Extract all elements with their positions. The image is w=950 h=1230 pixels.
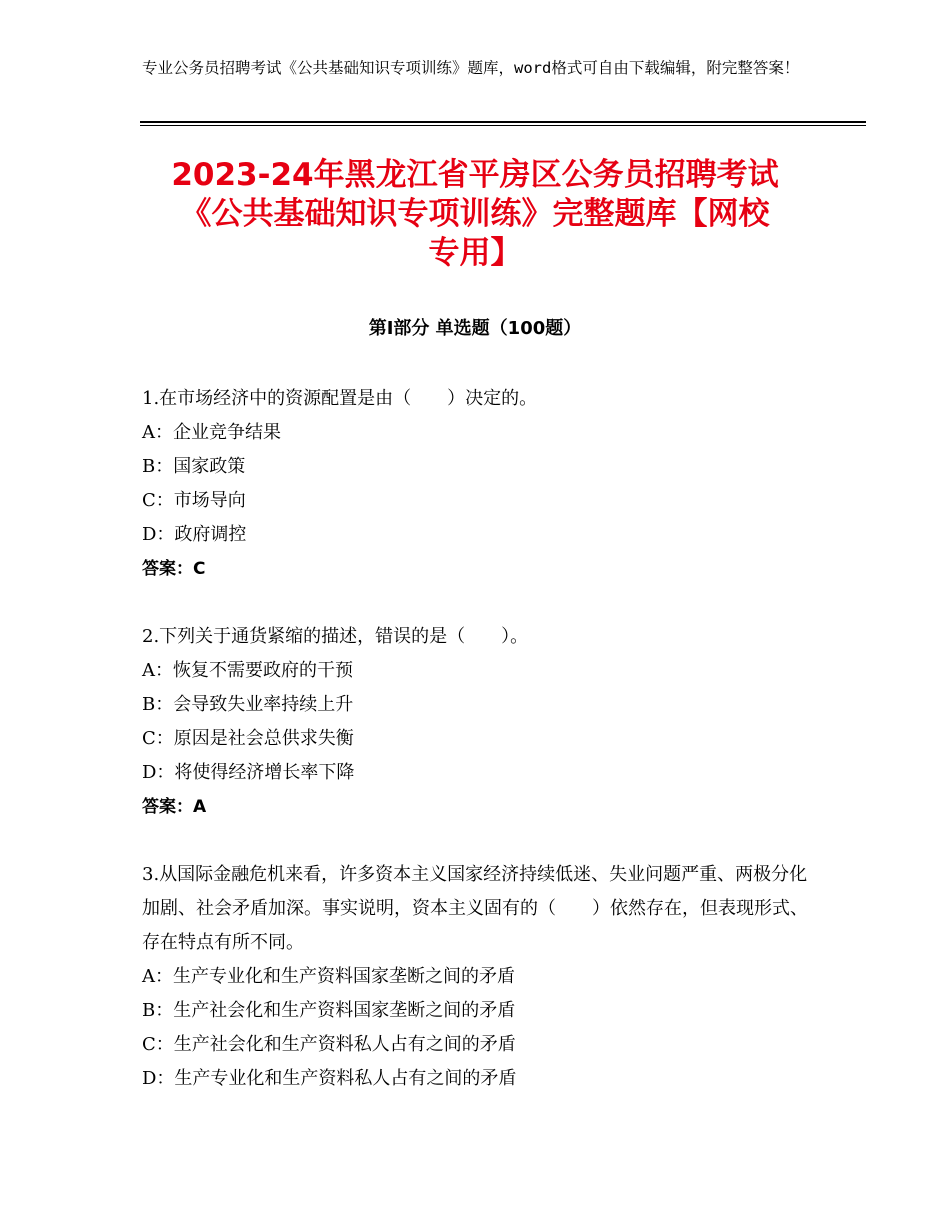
question-3 — [142, 858, 812, 1096]
question-2 — [142, 620, 812, 824]
option-a: A：企业竞争结果 — [142, 422, 281, 443]
option-c: C：原因是社会总供求失衡 — [142, 728, 354, 749]
question-stem: 2.下列关于通货紧缩的描述，错误的是（ ）。 — [142, 626, 529, 647]
option-b: B：会导致失业率持续上升 — [142, 694, 354, 715]
answer: 答案：A — [142, 797, 207, 817]
option-a: A：恢复不需要政府的干预 — [142, 660, 353, 681]
option-d: D：生产专业化和生产资料私人占有之间的矛盾 — [142, 1068, 517, 1089]
option-b: B：生产社会化和生产资料国家垄断之间的矛盾 — [142, 1000, 516, 1021]
header-rule-thick — [140, 121, 866, 123]
answer: 答案：C — [142, 559, 206, 579]
header-note: 专业公务员招聘考试《公共基础知识专项训练》题库，word格式可自由下载编辑，附完整答案！ — [142, 59, 800, 77]
option-c: C：市场导向 — [142, 490, 246, 511]
title-line-1: 2023-24年黑龙江省平房区公务员招聘考试 — [171, 157, 779, 193]
option-d: D：将使得经济增长率下降 — [142, 762, 355, 783]
option-b: B：国家政策 — [142, 456, 246, 477]
header-rule-thin — [140, 125, 866, 126]
question-stem: 1.在市场经济中的资源配置是由（ ）决定的。 — [142, 388, 538, 409]
question-1 — [142, 382, 812, 586]
question-list — [142, 382, 812, 1130]
option-c: C：生产社会化和生产资料私人占有之间的矛盾 — [142, 1034, 516, 1055]
section-title: 第Ⅰ部分 单选题（100题） — [368, 318, 582, 339]
question-stem: 3.从国际金融危机来看，许多资本主义国家经济持续低迷、失业问题严重、两极分化加剧、社会矛盾加深。事实说明，资本主义固有的（ ）依然存在，但表现形式、存在特点有所不同。 — [142, 864, 808, 953]
title-line-2: 《公共基础知识专项训练》完整题库【网校 — [180, 196, 770, 232]
title-line-3: 专用】 — [428, 235, 522, 271]
option-a: A：生产专业化和生产资料国家垄断之间的矛盾 — [142, 966, 515, 987]
document-title — [120, 156, 830, 273]
option-d: D：政府调控 — [142, 524, 247, 545]
